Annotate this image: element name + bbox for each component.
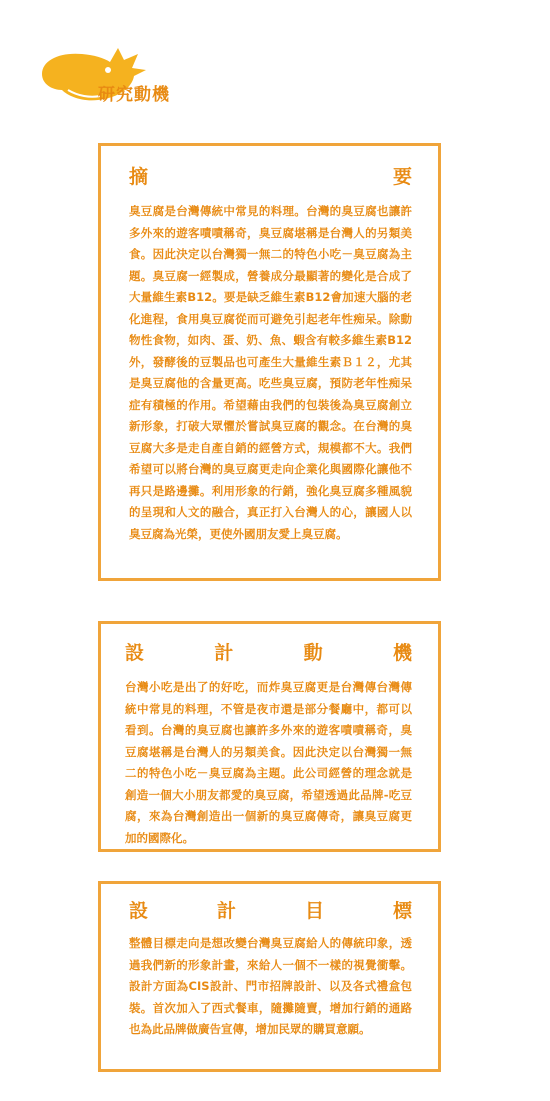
page-header [38, 44, 198, 114]
heading-char: 設 [125, 642, 145, 664]
heading-char: 計 [216, 900, 236, 922]
section-heading [125, 638, 412, 665]
heading-char: 摘 [129, 166, 149, 188]
motivation-text: 台灣小吃是出了的好吃，而炸臭豆腐更是台灣傳台灣傳統中常見的料理，不管是夜市還是部分餐廳中，都可以看到。台灣的臭豆腐也讓許多外來的遊客嘖嘖稱奇，臭豆腐堪稱是台灣人的另類美食。因此決定以台灣獨一無二的特色小吃－臭豆腐為主題。此公司經營的理念就是創造一個大小朋友都愛的臭豆腐，希望透過此品牌-吃豆腐，來為台灣創造出一個新的臭豆腐傳奇，讓臭豆腐更加的國際化。 [125, 680, 412, 845]
heading-char: 要 [392, 166, 412, 188]
heading-char: 計 [214, 642, 234, 664]
design-motivation-section [98, 621, 441, 852]
abstract-section [98, 143, 441, 581]
heading-char: 機 [392, 642, 412, 664]
heading-char: 標 [392, 900, 412, 922]
page-title: 研究動機 [98, 85, 170, 105]
goal-text: 整體目標走向是想改變台灣臭豆腐給人的傳統印象，透過我們新的形象計畫，來給人一個不一樣的視覺衝擊。設計方面為CIS設計、門市招牌設計、以及各式禮盒包裝。首次加入了西式餐車，隨攤隨賣，增加行銷的通路也為此品牌做廣告宣傳，增加民眾的購買意願。 [129, 936, 412, 1036]
heading-char: 設 [129, 900, 149, 922]
design-goal-section [98, 881, 441, 1072]
heading-char: 目 [304, 900, 324, 922]
heading-char: 動 [303, 642, 323, 664]
section-heading [129, 896, 412, 923]
abstract-text: 臭豆腐是台灣傳統中常見的料理。台灣的臭豆腐也讓許多外來的遊客嘖嘖稱奇，臭豆腐堪稱是台灣人的另類美食。因此決定以台灣獨一無二的特色小吃－臭豆腐為主題。臭豆腐一經製成，營養成分最顯著的變化是合成了大量維生素B12。要是缺乏維生素B12會加速大腦的老化進程，食用臭豆腐從而可避免引起老年性痴呆。除動物性食物，如肉、蛋、奶、魚、蝦含有較多維生素B12外，發酵後的豆製品也可產生大量維生素Ｂ１２，尤其是臭豆腐他的含量更高。吃些臭豆腐，預防老年性痴呆症有積極的作用。希望藉由我們的包裝後為臭豆腐創立新形象，打破大眾懼於嘗試臭豆腐的觀念。在台灣的臭豆腐大多是走自產自銷的經營方式，規模都不大。我們希望可以將台灣的臭豆腐更走向企業化與國際化讓他不再只是路邊攤。利用形象的行銷，強化臭豆腐多種風貌的呈現和人文的融合，真正打入台灣人的心，讓國人以臭豆腐為光榮，更使外國朋友愛上臭豆腐。 [129, 204, 412, 541]
section-heading [129, 162, 412, 189]
